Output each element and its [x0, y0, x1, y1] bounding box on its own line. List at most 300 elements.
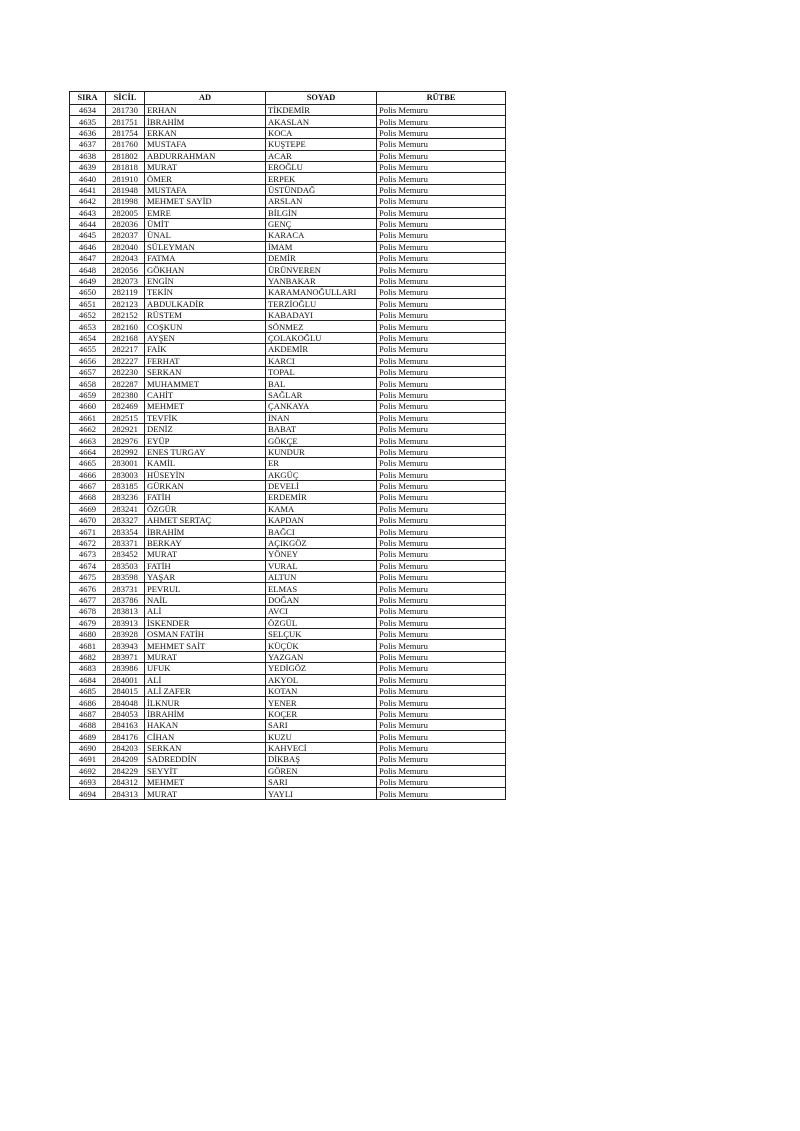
- cell-sicil: 284313: [106, 788, 145, 799]
- table-row: [70, 515, 506, 526]
- cell-rutbe: Polis Memuru: [377, 628, 506, 639]
- cell-sicil: 281998: [106, 196, 145, 207]
- cell-rutbe: Polis Memuru: [377, 446, 506, 457]
- cell-sicil: 282515: [106, 412, 145, 423]
- cell-ad: FATİH: [145, 492, 266, 503]
- cell-sira: 4640: [70, 173, 106, 184]
- cell-sicil: 283236: [106, 492, 145, 503]
- cell-rutbe: Polis Memuru: [377, 560, 506, 571]
- cell-ad: EYÜP: [145, 435, 266, 446]
- cell-ad: MURAT: [145, 549, 266, 560]
- cell-sira: 4659: [70, 389, 106, 400]
- cell-sicil: 282287: [106, 378, 145, 389]
- cell-rutbe: Polis Memuru: [377, 161, 506, 172]
- cell-rutbe: Polis Memuru: [377, 230, 506, 241]
- cell-rutbe: Polis Memuru: [377, 617, 506, 628]
- cell-ad: ABDURRAHMAN: [145, 150, 266, 161]
- cell-rutbe: Polis Memuru: [377, 674, 506, 685]
- table-row: [70, 720, 506, 731]
- cell-soyad: BİLGİN: [266, 207, 377, 218]
- table-row: [70, 674, 506, 685]
- cell-rutbe: Polis Memuru: [377, 765, 506, 776]
- table-row: [70, 423, 506, 434]
- cell-soyad: BAL: [266, 378, 377, 389]
- cell-sira: 4656: [70, 355, 106, 366]
- table-row: [70, 264, 506, 275]
- cell-rutbe: Polis Memuru: [377, 196, 506, 207]
- cell-sicil: 283786: [106, 594, 145, 605]
- cell-soyad: SARI: [266, 720, 377, 731]
- cell-ad: SADREDDİN: [145, 754, 266, 765]
- cell-ad: FERHAT: [145, 355, 266, 366]
- table-row: [70, 777, 506, 788]
- cell-ad: COŞKUN: [145, 321, 266, 332]
- cell-sicil: 282976: [106, 435, 145, 446]
- cell-ad: İBRAHİM: [145, 526, 266, 537]
- cell-sira: 4677: [70, 594, 106, 605]
- cell-ad: UFUK: [145, 663, 266, 674]
- cell-sira: 4676: [70, 583, 106, 594]
- cell-rutbe: Polis Memuru: [377, 640, 506, 651]
- cell-sicil: 284048: [106, 697, 145, 708]
- cell-rutbe: Polis Memuru: [377, 127, 506, 138]
- cell-ad: ABDULKADİR: [145, 298, 266, 309]
- cell-sira: 4658: [70, 378, 106, 389]
- cell-ad: FATMA: [145, 253, 266, 264]
- table-row: [70, 207, 506, 218]
- cell-rutbe: Polis Memuru: [377, 742, 506, 753]
- cell-sicil: 281910: [106, 173, 145, 184]
- cell-soyad: SELÇUK: [266, 628, 377, 639]
- personnel-table: [69, 91, 506, 800]
- cell-soyad: YANBAKAR: [266, 275, 377, 286]
- cell-ad: FAİK: [145, 344, 266, 355]
- cell-sicil: 284176: [106, 731, 145, 742]
- cell-soyad: İMAM: [266, 241, 377, 252]
- cell-rutbe: Polis Memuru: [377, 275, 506, 286]
- cell-ad: TEVFİK: [145, 412, 266, 423]
- cell-sira: 4669: [70, 503, 106, 514]
- cell-sicil: 283943: [106, 640, 145, 651]
- cell-rutbe: Polis Memuru: [377, 503, 506, 514]
- cell-rutbe: Polis Memuru: [377, 651, 506, 662]
- cell-sira: 4693: [70, 777, 106, 788]
- cell-soyad: DOĞAN: [266, 594, 377, 605]
- cell-ad: ERKAN: [145, 127, 266, 138]
- cell-ad: MUSTAFA: [145, 139, 266, 150]
- table-row: [70, 389, 506, 400]
- cell-sira: 4668: [70, 492, 106, 503]
- cell-sicil: 283928: [106, 628, 145, 639]
- cell-sicil: 284015: [106, 685, 145, 696]
- cell-sicil: 281948: [106, 184, 145, 195]
- cell-sicil: 283971: [106, 651, 145, 662]
- cell-rutbe: Polis Memuru: [377, 697, 506, 708]
- cell-ad: NAİL: [145, 594, 266, 605]
- cell-ad: ENGİN: [145, 275, 266, 286]
- cell-ad: PEVRUL: [145, 583, 266, 594]
- table-row: [70, 731, 506, 742]
- cell-rutbe: Polis Memuru: [377, 207, 506, 218]
- cell-ad: MEHMET: [145, 401, 266, 412]
- cell-sira: 4685: [70, 685, 106, 696]
- cell-sicil: 282040: [106, 241, 145, 252]
- cell-ad: DENİZ: [145, 423, 266, 434]
- cell-sicil: 282037: [106, 230, 145, 241]
- cell-sira: 4689: [70, 731, 106, 742]
- cell-sicil: 282921: [106, 423, 145, 434]
- cell-soyad: SAĞLAR: [266, 389, 377, 400]
- cell-sira: 4680: [70, 628, 106, 639]
- cell-sira: 4674: [70, 560, 106, 571]
- cell-sira: 4665: [70, 458, 106, 469]
- cell-rutbe: Polis Memuru: [377, 685, 506, 696]
- cell-ad: ERHAN: [145, 105, 266, 116]
- cell-soyad: YAYLI: [266, 788, 377, 799]
- cell-ad: İBRAHİM: [145, 116, 266, 127]
- cell-soyad: DİKBAŞ: [266, 754, 377, 765]
- cell-rutbe: Polis Memuru: [377, 116, 506, 127]
- cell-sicil: 281754: [106, 127, 145, 138]
- cell-ad: FATİH: [145, 560, 266, 571]
- cell-rutbe: Polis Memuru: [377, 332, 506, 343]
- table-row: [70, 503, 506, 514]
- header-sicil: SİCİL: [106, 92, 145, 105]
- cell-rutbe: Polis Memuru: [377, 310, 506, 321]
- cell-ad: MEHMET SAYİD: [145, 196, 266, 207]
- cell-sicil: 283327: [106, 515, 145, 526]
- table-row: [70, 241, 506, 252]
- cell-ad: GÖKHAN: [145, 264, 266, 275]
- cell-ad: İBRAHİM: [145, 708, 266, 719]
- header-soyad: SOYAD: [266, 92, 377, 105]
- cell-sira: 4639: [70, 161, 106, 172]
- cell-ad: OSMAN FATİH: [145, 628, 266, 639]
- cell-sira: 4644: [70, 218, 106, 229]
- cell-ad: RÜSTEM: [145, 310, 266, 321]
- cell-soyad: TİKDEMİR: [266, 105, 377, 116]
- cell-sira: 4646: [70, 241, 106, 252]
- cell-rutbe: Polis Memuru: [377, 583, 506, 594]
- cell-sicil: 281818: [106, 161, 145, 172]
- cell-soyad: GENÇ: [266, 218, 377, 229]
- cell-ad: ALİ: [145, 606, 266, 617]
- cell-soyad: KAPDAN: [266, 515, 377, 526]
- cell-sira: 4648: [70, 264, 106, 275]
- cell-ad: MURAT: [145, 161, 266, 172]
- cell-soyad: GÖKÇE: [266, 435, 377, 446]
- cell-ad: MUSTAFA: [145, 184, 266, 195]
- cell-sira: 4691: [70, 754, 106, 765]
- cell-soyad: ERDEMİR: [266, 492, 377, 503]
- table-row: [70, 435, 506, 446]
- cell-soyad: ER: [266, 458, 377, 469]
- table-header-row: [70, 92, 506, 105]
- cell-sicil: 282073: [106, 275, 145, 286]
- table-row: [70, 321, 506, 332]
- table-row: [70, 298, 506, 309]
- cell-sicil: 282056: [106, 264, 145, 275]
- table-row: [70, 355, 506, 366]
- cell-soyad: AKGÜÇ: [266, 469, 377, 480]
- cell-sicil: 283354: [106, 526, 145, 537]
- cell-sicil: 283503: [106, 560, 145, 571]
- cell-sicil: 283003: [106, 469, 145, 480]
- cell-sicil: 282168: [106, 332, 145, 343]
- table-row: [70, 150, 506, 161]
- cell-sira: 4683: [70, 663, 106, 674]
- cell-sicil: 282217: [106, 344, 145, 355]
- cell-sicil: 284312: [106, 777, 145, 788]
- table-body: [70, 105, 506, 800]
- cell-soyad: DEVELİ: [266, 480, 377, 491]
- table-row: [70, 446, 506, 457]
- cell-soyad: ERPEK: [266, 173, 377, 184]
- cell-soyad: YÖNEY: [266, 549, 377, 560]
- cell-rutbe: Polis Memuru: [377, 435, 506, 446]
- table-row: [70, 127, 506, 138]
- header-ad: AD: [145, 92, 266, 105]
- cell-soyad: KAMA: [266, 503, 377, 514]
- table-row: [70, 583, 506, 594]
- table-row: [70, 275, 506, 286]
- cell-rutbe: Polis Memuru: [377, 537, 506, 548]
- cell-rutbe: Polis Memuru: [377, 515, 506, 526]
- cell-soyad: KAHVECİ: [266, 742, 377, 753]
- cell-soyad: KARCI: [266, 355, 377, 366]
- cell-sira: 4681: [70, 640, 106, 651]
- cell-soyad: TERZİOĞLU: [266, 298, 377, 309]
- cell-rutbe: Polis Memuru: [377, 253, 506, 264]
- cell-soyad: KOCA: [266, 127, 377, 138]
- table-row: [70, 139, 506, 150]
- cell-sira: 4686: [70, 697, 106, 708]
- cell-sicil: 281760: [106, 139, 145, 150]
- cell-sira: 4649: [70, 275, 106, 286]
- cell-rutbe: Polis Memuru: [377, 298, 506, 309]
- cell-sira: 4679: [70, 617, 106, 628]
- cell-sira: 4673: [70, 549, 106, 560]
- cell-soyad: GÖREN: [266, 765, 377, 776]
- table-row: [70, 537, 506, 548]
- cell-rutbe: Polis Memuru: [377, 788, 506, 799]
- cell-sicil: 282992: [106, 446, 145, 457]
- cell-soyad: DEMİR: [266, 253, 377, 264]
- cell-ad: AYŞEN: [145, 332, 266, 343]
- cell-rutbe: Polis Memuru: [377, 777, 506, 788]
- table-row: [70, 754, 506, 765]
- cell-soyad: YENER: [266, 697, 377, 708]
- cell-sira: 4663: [70, 435, 106, 446]
- cell-sicil: 282380: [106, 389, 145, 400]
- cell-soyad: TOPAL: [266, 366, 377, 377]
- cell-ad: GÜRKAN: [145, 480, 266, 491]
- cell-sira: 4670: [70, 515, 106, 526]
- cell-soyad: KARACA: [266, 230, 377, 241]
- cell-rutbe: Polis Memuru: [377, 378, 506, 389]
- table-row: [70, 230, 506, 241]
- cell-ad: MURAT: [145, 788, 266, 799]
- cell-sira: 4647: [70, 253, 106, 264]
- cell-rutbe: Polis Memuru: [377, 469, 506, 480]
- cell-rutbe: Polis Memuru: [377, 708, 506, 719]
- cell-sicil: 284001: [106, 674, 145, 685]
- cell-rutbe: Polis Memuru: [377, 458, 506, 469]
- table-row: [70, 344, 506, 355]
- cell-rutbe: Polis Memuru: [377, 663, 506, 674]
- cell-soyad: YAZGAN: [266, 651, 377, 662]
- cell-soyad: KUNDUR: [266, 446, 377, 457]
- table-row: [70, 401, 506, 412]
- cell-soyad: SARI: [266, 777, 377, 788]
- cell-sira: 4694: [70, 788, 106, 799]
- cell-ad: SERKAN: [145, 366, 266, 377]
- cell-sicil: 282005: [106, 207, 145, 218]
- cell-rutbe: Polis Memuru: [377, 480, 506, 491]
- header-sira: SIRA: [70, 92, 106, 105]
- cell-rutbe: Polis Memuru: [377, 720, 506, 731]
- cell-soyad: KARAMANOĞULLARI: [266, 287, 377, 298]
- cell-sicil: 282119: [106, 287, 145, 298]
- cell-soyad: BAĞCI: [266, 526, 377, 537]
- cell-sira: 4688: [70, 720, 106, 731]
- cell-rutbe: Polis Memuru: [377, 572, 506, 583]
- header-rutbe: RÜTBE: [377, 92, 506, 105]
- cell-rutbe: Polis Memuru: [377, 549, 506, 560]
- cell-sira: 4635: [70, 116, 106, 127]
- table-row: [70, 458, 506, 469]
- cell-sicil: 283598: [106, 572, 145, 583]
- cell-sira: 4652: [70, 310, 106, 321]
- cell-rutbe: Polis Memuru: [377, 526, 506, 537]
- cell-ad: SERKAN: [145, 742, 266, 753]
- table-row: [70, 469, 506, 480]
- cell-soyad: ARSLAN: [266, 196, 377, 207]
- cell-sicil: 282160: [106, 321, 145, 332]
- cell-ad: İSKENDER: [145, 617, 266, 628]
- cell-sicil: 283241: [106, 503, 145, 514]
- cell-sicil: 283452: [106, 549, 145, 560]
- cell-sicil: 283813: [106, 606, 145, 617]
- cell-sicil: 283371: [106, 537, 145, 548]
- cell-sira: 4637: [70, 139, 106, 150]
- cell-rutbe: Polis Memuru: [377, 594, 506, 605]
- cell-rutbe: Polis Memuru: [377, 173, 506, 184]
- cell-rutbe: Polis Memuru: [377, 401, 506, 412]
- table-row: [70, 697, 506, 708]
- cell-sicil: 281802: [106, 150, 145, 161]
- table-row: [70, 492, 506, 503]
- cell-sira: 4666: [70, 469, 106, 480]
- cell-rutbe: Polis Memuru: [377, 287, 506, 298]
- table-row: [70, 287, 506, 298]
- cell-ad: YAŞAR: [145, 572, 266, 583]
- cell-sicil: 282043: [106, 253, 145, 264]
- cell-soyad: ELMAS: [266, 583, 377, 594]
- cell-sicil: 283001: [106, 458, 145, 469]
- cell-sicil: 283185: [106, 480, 145, 491]
- cell-soyad: AÇIKGÖZ: [266, 537, 377, 548]
- cell-rutbe: Polis Memuru: [377, 366, 506, 377]
- cell-sicil: 281730: [106, 105, 145, 116]
- cell-rutbe: Polis Memuru: [377, 754, 506, 765]
- table-row: [70, 788, 506, 799]
- cell-rutbe: Polis Memuru: [377, 412, 506, 423]
- cell-rutbe: Polis Memuru: [377, 731, 506, 742]
- cell-sicil: 282152: [106, 310, 145, 321]
- cell-ad: SÜLEYMAN: [145, 241, 266, 252]
- cell-sira: 4672: [70, 537, 106, 548]
- table-row: [70, 173, 506, 184]
- cell-soyad: KOTAN: [266, 685, 377, 696]
- cell-ad: ÜMİT: [145, 218, 266, 229]
- cell-rutbe: Polis Memuru: [377, 139, 506, 150]
- cell-soyad: ÇANKAYA: [266, 401, 377, 412]
- cell-sicil: 282036: [106, 218, 145, 229]
- cell-sira: 4678: [70, 606, 106, 617]
- cell-rutbe: Polis Memuru: [377, 492, 506, 503]
- cell-ad: İLKNUR: [145, 697, 266, 708]
- cell-ad: EMRE: [145, 207, 266, 218]
- cell-rutbe: Polis Memuru: [377, 105, 506, 116]
- cell-soyad: KABADAYI: [266, 310, 377, 321]
- cell-ad: HÜSEYİN: [145, 469, 266, 480]
- cell-soyad: İNAN: [266, 412, 377, 423]
- table-row: [70, 651, 506, 662]
- cell-soyad: ÜRÜNVEREN: [266, 264, 377, 275]
- cell-ad: MUHAMMET: [145, 378, 266, 389]
- cell-sira: 4664: [70, 446, 106, 457]
- cell-soyad: BABAT: [266, 423, 377, 434]
- cell-ad: ALİ ZAFER: [145, 685, 266, 696]
- cell-sicil: 282123: [106, 298, 145, 309]
- cell-sira: 4636: [70, 127, 106, 138]
- cell-sira: 4641: [70, 184, 106, 195]
- table-row: [70, 366, 506, 377]
- cell-rutbe: Polis Memuru: [377, 344, 506, 355]
- cell-ad: SEYYİT: [145, 765, 266, 776]
- cell-ad: KAMİL: [145, 458, 266, 469]
- table-row: [70, 480, 506, 491]
- cell-soyad: ACAR: [266, 150, 377, 161]
- table-row: [70, 218, 506, 229]
- table-row: [70, 560, 506, 571]
- table-row: [70, 549, 506, 560]
- cell-sira: 4654: [70, 332, 106, 343]
- cell-soyad: KÜÇÜK: [266, 640, 377, 651]
- cell-sira: 4662: [70, 423, 106, 434]
- table-row: [70, 526, 506, 537]
- table-row: [70, 105, 506, 116]
- table-row: [70, 640, 506, 651]
- table-row: [70, 196, 506, 207]
- cell-sicil: 282230: [106, 366, 145, 377]
- cell-soyad: KOÇER: [266, 708, 377, 719]
- cell-ad: TEKİN: [145, 287, 266, 298]
- cell-rutbe: Polis Memuru: [377, 606, 506, 617]
- cell-soyad: AKASLAN: [266, 116, 377, 127]
- cell-soyad: ÇOLAKOĞLU: [266, 332, 377, 343]
- cell-soyad: EROĞLU: [266, 161, 377, 172]
- cell-ad: MEHMET: [145, 777, 266, 788]
- cell-ad: CİHAN: [145, 731, 266, 742]
- cell-rutbe: Polis Memuru: [377, 264, 506, 275]
- cell-soyad: KUŞTEPE: [266, 139, 377, 150]
- cell-rutbe: Polis Memuru: [377, 355, 506, 366]
- cell-sira: 4671: [70, 526, 106, 537]
- cell-ad: ÖZGÜR: [145, 503, 266, 514]
- cell-sira: 4655: [70, 344, 106, 355]
